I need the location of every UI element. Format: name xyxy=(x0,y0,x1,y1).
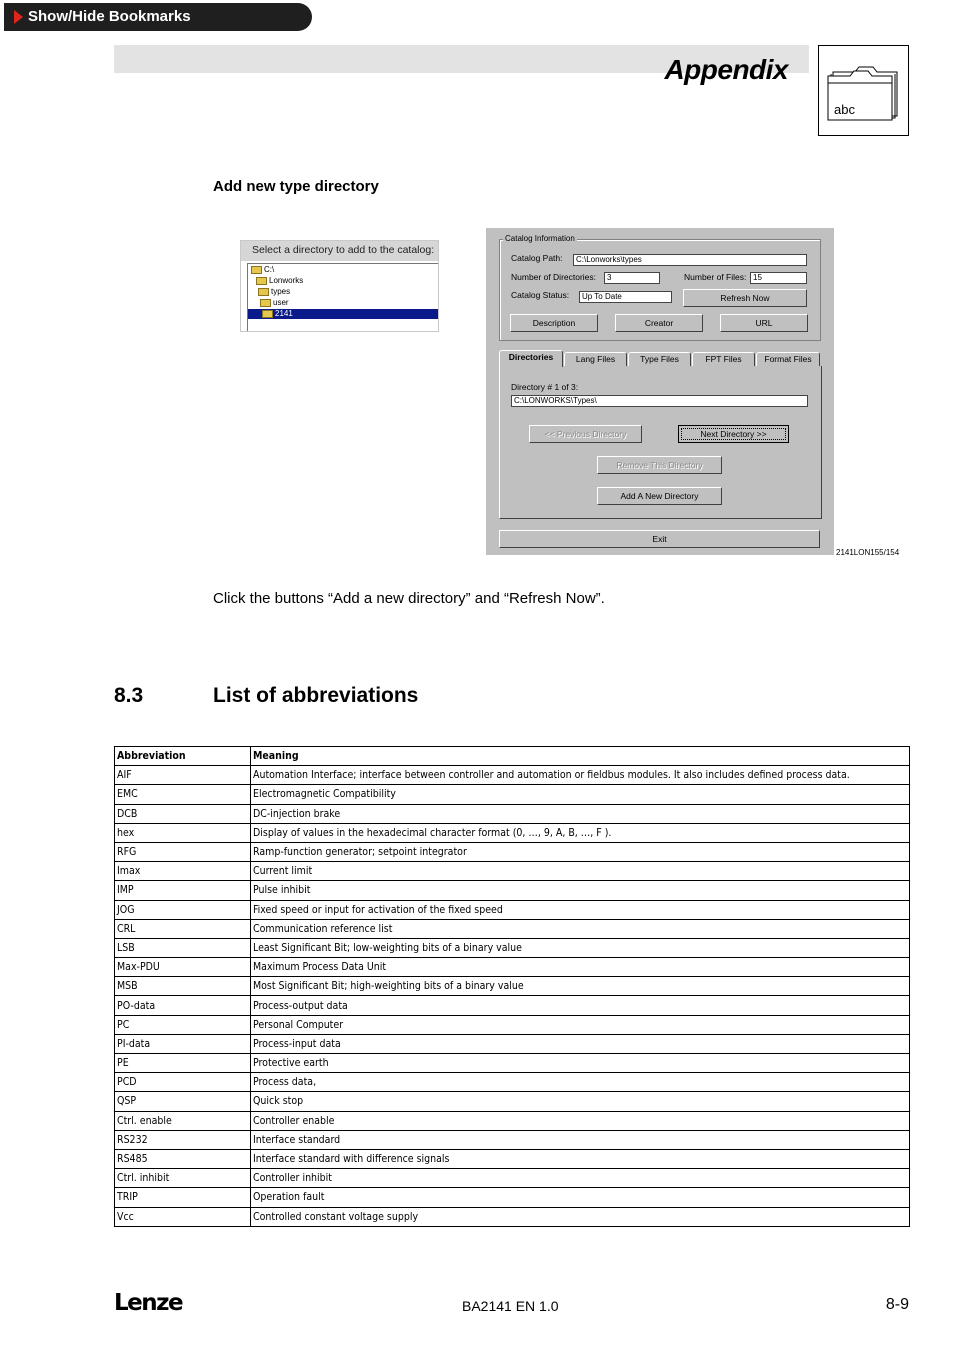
triangle-right-icon xyxy=(14,10,23,24)
header-abbreviation: Abbreviation xyxy=(115,747,251,766)
table-row xyxy=(115,1054,910,1073)
meaning-cell: Fixed speed or input for activation of the fixed speed xyxy=(251,900,910,919)
meaning-cell: Protective earth xyxy=(251,1054,910,1073)
abbr-cell: CRL xyxy=(115,919,251,938)
table-row xyxy=(115,1149,910,1168)
meaning-cell: Controller enable xyxy=(251,1111,910,1130)
tab-lang-files[interactable]: Lang Files xyxy=(564,352,627,366)
num-files-label: Number of Files: xyxy=(684,272,747,282)
next-directory-button[interactable]: Next Directory >> xyxy=(678,425,789,443)
meaning-cell: Maximum Process Data Unit xyxy=(251,958,910,977)
abbr-cell: Ctrl. inhibit xyxy=(115,1169,251,1188)
abbr-cell: QSP xyxy=(115,1092,251,1111)
previous-directory-button[interactable]: << Previous Directory xyxy=(529,425,642,443)
tab-format-files[interactable]: Format Files xyxy=(756,352,820,366)
directory-index-label: Directory # 1 of 3: xyxy=(511,382,579,392)
table-row xyxy=(115,1015,910,1034)
abbr-cell: Ctrl. enable xyxy=(115,1111,251,1130)
abbr-cell: PI-data xyxy=(115,1034,251,1053)
meaning-cell: Interface standard with difference signals xyxy=(251,1149,910,1168)
meaning-cell: Automation Interface; interface between controller and automation or fieldbus modules. It also includes defined process data. xyxy=(251,766,910,785)
table-row xyxy=(115,1034,910,1053)
tree-item[interactable]: C:\ xyxy=(251,265,274,275)
abbr-cell: RS485 xyxy=(115,1149,251,1168)
tree-item[interactable]: types xyxy=(258,287,290,297)
meaning-cell: Electromagnetic Compatibility xyxy=(251,785,910,804)
table-row xyxy=(115,1092,910,1111)
table-row xyxy=(115,1073,910,1092)
chapter-icon-label: abc xyxy=(834,102,855,117)
meaning-cell: Controller inhibit xyxy=(251,1169,910,1188)
table-row xyxy=(115,881,910,900)
meaning-cell: Interface standard xyxy=(251,1130,910,1149)
catalog-info-label: Catalog Information xyxy=(505,234,575,243)
show-hide-bookmarks-button[interactable] xyxy=(4,3,312,31)
table-row xyxy=(115,977,910,996)
table-row xyxy=(115,919,910,938)
abbr-cell: IMP xyxy=(115,881,251,900)
table-row xyxy=(115,862,910,881)
table-row xyxy=(115,900,910,919)
chapter-icon-box xyxy=(818,45,909,136)
table-row xyxy=(115,785,910,804)
directory-path-field[interactable]: C:\LONWORKS\Types\ xyxy=(511,395,808,407)
section-heading-add: Add new type directory xyxy=(213,178,379,195)
catalog-path-label: Catalog Path: xyxy=(511,253,563,263)
abbr-cell: Imax xyxy=(115,862,251,881)
abbr-cell: RS232 xyxy=(115,1130,251,1149)
meaning-cell: Quick stop xyxy=(251,1092,910,1111)
url-button[interactable]: URL xyxy=(720,314,808,332)
meaning-cell: Most Significant Bit; high-weighting bits of a binary value xyxy=(251,977,910,996)
abbreviations-table xyxy=(114,746,910,1227)
meaning-cell: Current limit xyxy=(251,862,910,881)
catalog-status-label: Catalog Status: xyxy=(511,290,570,300)
meaning-cell: Least Significant Bit; low-weighting bits of a binary value xyxy=(251,938,910,957)
meaning-cell: Process-input data xyxy=(251,1034,910,1053)
meaning-cell: Process-output data xyxy=(251,996,910,1015)
creator-button[interactable]: Creator xyxy=(615,314,703,332)
abbr-cell: JOG xyxy=(115,900,251,919)
table-row xyxy=(115,1130,910,1149)
folder-icon xyxy=(262,310,273,318)
abbr-cell: EMC xyxy=(115,785,251,804)
meaning-cell: Operation fault xyxy=(251,1188,910,1207)
abbr-cell: PCD xyxy=(115,1073,251,1092)
folder-icon xyxy=(256,277,267,285)
meaning-cell: DC-injection brake xyxy=(251,804,910,823)
section-number: 8.3 xyxy=(114,684,144,707)
meaning-cell: Personal Computer xyxy=(251,1015,910,1034)
tab-directories[interactable]: Directories xyxy=(499,350,563,367)
meaning-cell: Communication reference list xyxy=(251,919,910,938)
table-row xyxy=(115,1111,910,1130)
folder-icon xyxy=(251,266,262,274)
abbr-cell: RFG xyxy=(115,842,251,861)
abbr-cell: PE xyxy=(115,1054,251,1073)
select-directory-prompt: Select a directory to add to the catalog: xyxy=(241,241,438,261)
directory-tree[interactable] xyxy=(247,263,438,331)
abbr-cell: LSB xyxy=(115,938,251,957)
table-row xyxy=(115,842,910,861)
table-row xyxy=(115,958,910,977)
num-files-field[interactable]: 15 xyxy=(750,272,807,284)
meaning-cell: Ramp-function generator; setpoint integrator xyxy=(251,842,910,861)
meaning-cell: Process data, xyxy=(251,1073,910,1092)
instruction-text: Click the buttons “Add a new directory” and “Refresh Now”. xyxy=(213,590,605,607)
tree-item[interactable]: user xyxy=(260,298,289,308)
table-row xyxy=(115,1169,910,1188)
exit-button[interactable]: Exit xyxy=(499,530,820,548)
lenze-logo: Lenze xyxy=(114,1290,183,1316)
catalog-path-field[interactable]: C:\Lonworks\types xyxy=(573,254,807,266)
document-id: BA2141 EN 1.0 xyxy=(462,1298,559,1314)
meaning-cell: Pulse inhibit xyxy=(251,881,910,900)
abbr-cell: DCB xyxy=(115,804,251,823)
catalog-dialog xyxy=(486,228,834,555)
table-header-row xyxy=(115,747,910,766)
table-row xyxy=(115,996,910,1015)
refresh-now-button[interactable]: Refresh Now xyxy=(683,289,807,307)
folders-icon xyxy=(819,46,908,135)
figure-id: 2141LON155/154 xyxy=(836,548,900,557)
description-button[interactable]: Description xyxy=(510,314,598,332)
remove-directory-button[interactable]: Remove This Directory xyxy=(597,456,722,474)
bookmarks-label: Show/Hide Bookmarks xyxy=(28,8,191,25)
tab-type-files[interactable]: Type Files xyxy=(628,352,691,366)
abbr-cell: hex xyxy=(115,823,251,842)
page-number: 8-9 xyxy=(885,1296,909,1313)
abbr-cell: MSB xyxy=(115,977,251,996)
select-directory-dialog xyxy=(240,240,439,332)
abbr-cell: Max-PDU xyxy=(115,958,251,977)
section-title: List of abbreviations xyxy=(213,684,419,707)
header-meaning: Meaning xyxy=(251,747,910,766)
table-row xyxy=(115,766,910,785)
abbr-cell: Vcc xyxy=(115,1207,251,1226)
folder-icon xyxy=(258,288,269,296)
table-row xyxy=(115,938,910,957)
tab-fpt-files[interactable]: FPT Files xyxy=(692,352,755,366)
meaning-cell: Display of values in the hexadecimal character format (0, …, 9, A, B, …, F ). xyxy=(251,823,910,842)
catalog-status-field[interactable]: Up To Date xyxy=(579,291,672,303)
tree-item-selected[interactable]: 2141 xyxy=(248,309,438,319)
meaning-cell: Controlled constant voltage supply xyxy=(251,1207,910,1226)
add-new-directory-button[interactable]: Add A New Directory xyxy=(597,487,722,505)
tree-item[interactable]: Lonworks xyxy=(256,276,303,286)
num-directories-field[interactable]: 3 xyxy=(604,272,660,284)
folder-icon xyxy=(260,299,271,307)
abbr-cell: AIF xyxy=(115,766,251,785)
table-row xyxy=(115,1207,910,1226)
table-row xyxy=(115,1188,910,1207)
num-directories-label: Number of Directories: xyxy=(511,272,597,282)
abbr-cell: TRIP xyxy=(115,1188,251,1207)
table-row xyxy=(115,823,910,842)
abbr-cell: PC xyxy=(115,1015,251,1034)
abbr-cell: PO-data xyxy=(115,996,251,1015)
page-title: Appendix xyxy=(664,54,788,85)
table-row xyxy=(115,804,910,823)
